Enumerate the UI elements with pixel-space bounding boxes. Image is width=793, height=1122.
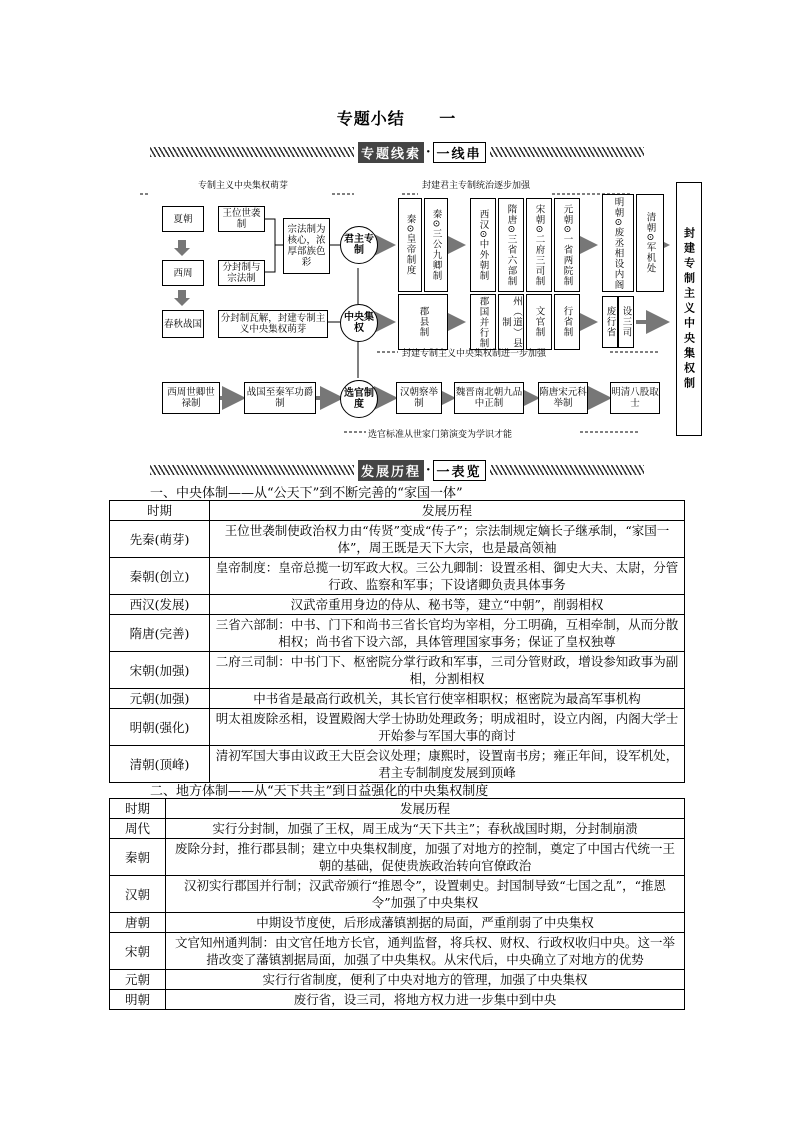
table-row: 明朝 废行省，设三司，将地方权力进一步集中到中央: [110, 990, 685, 1010]
section-bar-2-label: [354, 461, 490, 479]
box-final: 封建专制主义中央集权制: [676, 182, 702, 436]
box-hanchao: 汉朝察举制: [396, 382, 442, 414]
box-suitang-keju: 隋唐宋元科举制: [538, 382, 588, 414]
section-bar-2-tail: 一表览: [433, 460, 486, 481]
box-xizhou-shiqing: 西周世卿世禄制: [162, 382, 220, 414]
box-wenguan: 文官制: [526, 294, 552, 350]
box-yuan: 元朝⊙一省两院制: [554, 198, 580, 292]
table-row: 西汉(发展) 汉武帝重用身边的侍从、秘书等，建立“中朝”，削弱相权: [110, 595, 685, 615]
box-fenfeng-collapse: 分封制瓦解，封建专制主义中央集权萌芽: [218, 310, 328, 338]
box-mingqing: 明清八股取士: [610, 382, 660, 414]
table-row: 隋唐(完善) 三省六部制：中书、门下和尚书三省长官均为宰相，分工明确，互相牵制，从而分散相权；尚书省下设六部，具体管理国家事务；保证了皇权独尊: [110, 615, 685, 652]
diagram: [140, 172, 710, 444]
table-row: 宋朝 文官知州通判制：由文官任地方长官，通判监督，将兵权、财权、行政权收归中央。这一举措改变了藩镇割据局面，加强了中央集权。从宋代后，中央确立了对地方的优势: [110, 933, 685, 970]
table-row: 宋朝(加强) 二府三司制：中书门下、枢密院分掌行政和军事，三司分管财政，增设参知政事为副相，分割相权: [110, 652, 685, 689]
box-xia: 夏朝: [162, 206, 204, 232]
note-selection: 选官标准从世家门第演变为学识才能: [368, 430, 513, 440]
note-origin: 专制主义中央集权萌芽: [198, 181, 289, 191]
section-bar-1-label: [354, 143, 490, 161]
table-row: 元朝(加强) 中书省是最高行政机关，其长官行使宰相职权；枢密院为最高军事机构: [110, 689, 685, 709]
title-main: 专题小结: [336, 109, 405, 128]
table-row: 秦朝(创立) 皇帝制度：皇帝总揽一切军政大权。三公九卿制：设置丞相、御史大夫、太尉，分管行政、监察和军事；下设诸卿负责具体事务: [110, 558, 685, 595]
table-local-header: [110, 799, 685, 819]
box-weijin: 魏晋南北朝九品中正制: [454, 382, 524, 414]
section-bar-1-cells: 专题线索: [358, 142, 424, 163]
table-row: 元朝 实行行省制度，便利了中央对地方的管理，加强了中央集权: [110, 970, 685, 990]
circle-centralization: 中央集权: [340, 304, 378, 342]
table-row: 唐朝 中期设节度使，后形成藩镇割据的局面，严重削弱了中央集权: [110, 913, 685, 933]
box-fenfeng: 分封制与宗法制: [218, 260, 265, 286]
box-xizhou: 西周: [162, 260, 204, 286]
box-chunqiu: 春秋战国: [162, 310, 204, 338]
section2-heading: 二、地方体制——从“天下共主”到日益强化的中央集权制度: [150, 784, 489, 799]
box-junxian: 郡县制: [398, 294, 448, 350]
box-junguo: 郡国并行制: [470, 294, 496, 350]
table-local-col-period: 时期: [110, 799, 166, 819]
box-xihan: 西汉⊙中外朝制: [470, 198, 496, 292]
box-ming: 明朝⊙废丞相设内阁: [602, 194, 634, 292]
box-zhanguo: 战国至秦军功爵制: [244, 382, 316, 414]
circle-monarchy: 君主专制: [340, 226, 378, 264]
box-zhoudao: 州（道）县制: [500, 295, 522, 349]
table-row: 汉朝 汉初实行郡国并行制；汉武帝颁行“推恩令”，设置刺史。封国制导致“七国之乱”，“推恩令”加强了中央集权: [110, 876, 685, 913]
box-song: 宋朝⊙二府三司制: [526, 198, 552, 292]
section-bar-2-cells: 发展历程: [358, 460, 424, 481]
title-number: 一: [439, 109, 457, 128]
box-qin-sangong: 秦⊙三公九卿制: [424, 198, 448, 292]
circle-selection: 选官制度: [340, 380, 378, 418]
note-monarchy: 封建君主专制统治逐步加强: [422, 181, 531, 191]
box-wangwei: 王位世袭制: [218, 206, 265, 232]
table-row: 周代 实行分封制，加强了王权，周王成为“天下共主”；春秋战国时期，分封制崩溃: [110, 819, 685, 839]
box-she-sansi: 设三司: [618, 296, 634, 348]
section1-heading: 一、中央体制——从“公天下”到不断完善的“家国一体”: [150, 486, 463, 501]
section-bar-2-dot: ·: [426, 462, 431, 478]
box-qing: 清朝⊙军机处: [636, 194, 664, 292]
section-bar-1-tail: 一线串: [433, 142, 486, 163]
table-central-col-period: 时期: [110, 501, 210, 521]
box-qin-emperor: 秦⊙皇帝制度: [398, 198, 422, 292]
box-suitang: 隋唐⊙三省六部制: [498, 198, 524, 292]
box-fei-xingsheng: 废行省: [602, 296, 618, 348]
table-row: 明朝(强化) 明太祖废除丞相，设置殿阁大学士协助处理政务；明成祖时，设立内阁，内阁大学士开始参与军国大事的商讨: [110, 709, 685, 746]
box-xingsheng: 行省制: [554, 294, 580, 350]
section-bar-1-dot: ·: [426, 144, 431, 160]
table-row: 清朝(顶峰) 清初军国大事由议政王大臣会议处理；康熙时，设置南书房；雍正年间，设军机处，君主专制制度发展到顶峰: [110, 746, 685, 783]
table-central-col-history: 发展历程: [210, 501, 685, 521]
box-zongfa: 宗法制为核心，浓厚部族色彩: [283, 218, 330, 274]
page-title: [0, 106, 793, 129]
table-row: 先秦(萌芽) 王位世袭制使政治权力由“传贤”变成“传子”；宗法制规定嫡长子继承制，“家国一体”，周王既是天下大宗，也是最高领袖: [110, 521, 685, 558]
note-strengthen: 封建专制主义中央集权制进一步加强: [402, 349, 547, 359]
table-local: [109, 798, 685, 1010]
table-central: [109, 500, 685, 783]
table-row: 秦朝 废除分封，推行郡县制；建立中央集权制度，加强了对地方的控制，奠定了中国古代统一王朝的基础，促使贵族政治转向官僚政治: [110, 839, 685, 876]
table-central-header: [110, 501, 685, 521]
table-local-col-history: 发展历程: [166, 799, 685, 819]
